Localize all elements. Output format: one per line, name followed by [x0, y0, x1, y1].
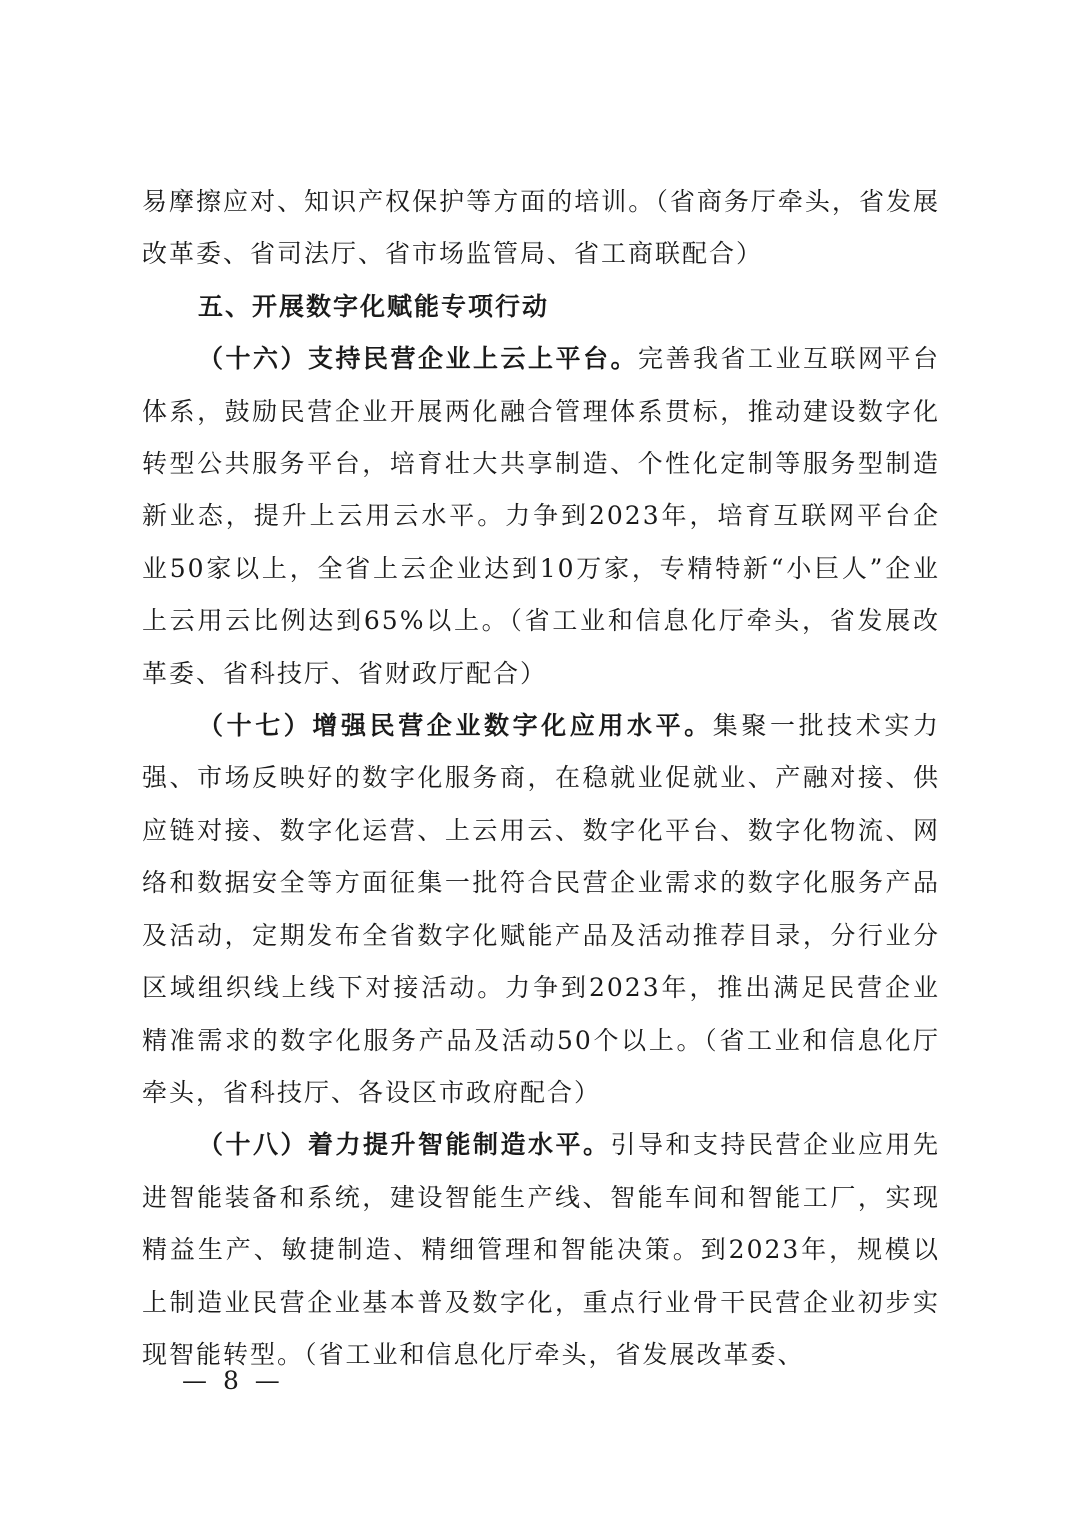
item-title-16: （十六）支持民营企业上云上平台。: [198, 344, 638, 374]
item-paragraph-18: [142, 1119, 940, 1381]
item-paragraph-16: [142, 333, 940, 700]
document-body: [142, 176, 940, 1381]
item-body-16: 完善我省工业互联网平台体系，鼓励民营企业开展两化融合管理体系贯标，推动建设数字化转型公共服务平台，培育壮大共享制造、个性化定制等服务型制造新业态，提升上云用云水平。力争到2023年，培育互联网平台企业50家以上，全省上云企业达到10万家，专精特新“小巨人”企业上云用云比例达到65%以上。（省工业和信息化厅牵头，省发展改革委、省科技厅、省财政厅配合）: [142, 344, 940, 688]
page-number: — 8 —: [182, 1366, 284, 1395]
item-paragraph-17: [142, 700, 940, 1119]
item-body-17: 集聚一批技术实力强、市场反映好的数字化服务商，在稳就业促就业、产融对接、供应链对接、数字化运营、上云用云、数字化平台、数字化物流、网络和数据安全等方面征集一批符合民营企业需求的数字化服务产品及活动，定期发布全省数字化赋能产品及活动推荐目录，分行业分区域组织线上线下对接活动。力争到2023年，推出满足民营企业精准需求的数字化服务产品及活动50个以上。（省工业和信息化厅牵头，省科技厅、各设区市政府配合）: [142, 711, 940, 1107]
intro-paragraph: 易摩擦应对、知识产权保护等方面的培训。（省商务厅牵头，省发展改革委、省司法厅、省市场监管局、省工商联配合）: [142, 187, 940, 269]
section-heading: 五、开展数字化赋能专项行动: [198, 291, 550, 321]
item-body-18: 引导和支持民营企业应用先进智能装备和系统，建设智能生产线、智能车间和智能工厂，实现精益生产、敏捷制造、精细管理和智能决策。到2023年，规模以上制造业民营企业基本普及数字化，重点行业骨干民营企业初步实现智能转型。（省工业和信息化厅牵头，省发展改革委、: [142, 1130, 940, 1369]
item-title-18: （十八）着力提升智能制造水平。: [198, 1130, 611, 1160]
item-title-17: （十七）增强民营企业数字化应用水平。: [198, 711, 713, 741]
